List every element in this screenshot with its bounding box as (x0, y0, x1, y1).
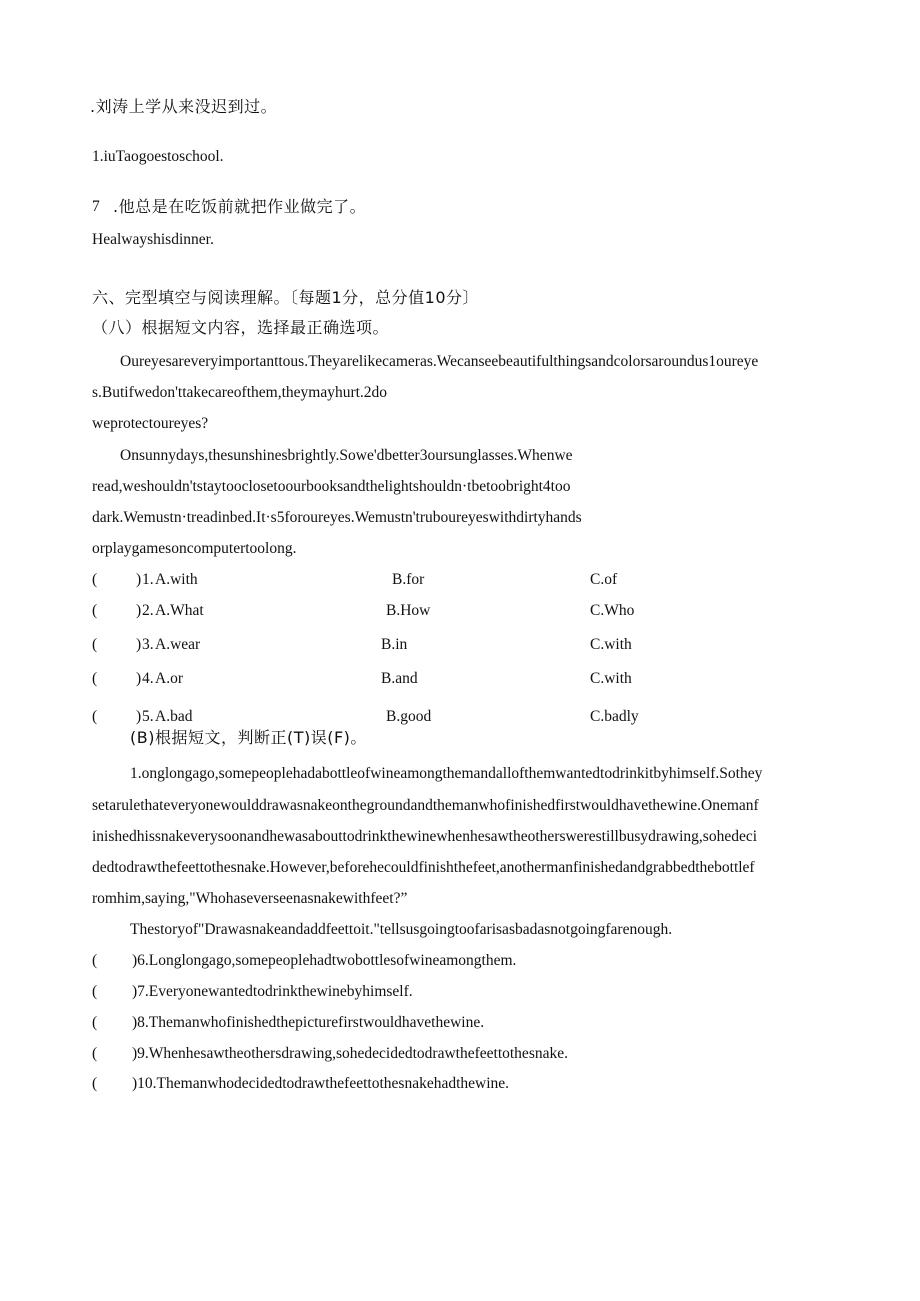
section-six-heading: 六、完型填空与阅读理解。〔每题1分，总分值10分〕 (92, 288, 480, 307)
answer-bracket-open[interactable]: ( (92, 1075, 98, 1092)
question-number: 5. (142, 708, 154, 725)
option-c: C.with (590, 670, 632, 687)
part-b-passage-line: 1.onglongago,somepeoplehadabottleofwineamongthemandallofthemwantedtodrinkitbyhimself.Sothey (130, 765, 763, 782)
option-a: A.wear (155, 636, 201, 653)
option-b: B.How (386, 602, 431, 619)
translation-prompt-7-number: 7 (92, 198, 100, 215)
answer-bracket-open[interactable]: ( (92, 952, 98, 969)
option-b: B.good (386, 708, 432, 725)
part-a-passage-line: weprotectoureyes? (92, 415, 209, 432)
part-b-title: (B)根据短文，判断正(T)误(F)。 (130, 728, 367, 747)
part-a-passage-line: orplaygamesoncomputertoolong. (92, 540, 297, 557)
statement-text: )6.Longlongago,somepeoplehadtwobottlesofwineamongthem. (132, 952, 517, 969)
answer-bracket-open[interactable]: ( (92, 983, 98, 1000)
part-b-passage-line: romhim,saying,"Whohaseverseenasnakewithfeet?” (92, 890, 408, 907)
option-b: B.and (381, 670, 418, 687)
part-a-passage-line: read,weshouldn'tstaytooclosetoourbooksandthelightshouldn·tbetoobright4too (92, 478, 571, 495)
statement-text: )8.Themanwhofinishedthepicturefirstwouldhavethewine. (132, 1014, 485, 1031)
answer-bracket-open[interactable]: ( (92, 571, 98, 588)
answer-bracket-open[interactable]: ( (92, 602, 98, 619)
option-c: C.Who (590, 602, 635, 619)
answer-bracket-open[interactable]: ( (92, 636, 98, 653)
question-number: 4. (142, 670, 154, 687)
part-b-passage-line: inishedhissnakeverysoonandhewasabouttodrinkthewinewhenhesawtheotherswerestillbusydrawing,sohedeci (92, 828, 758, 845)
option-c: C.of (590, 571, 618, 588)
part-b-passage-line: dedtodrawthefeettothesnake.However,beforehecouldfinishthefeet,anothermanfinishedandgrabbedthebottlef (92, 859, 755, 876)
answer-bracket-close: ) (136, 636, 142, 653)
part-a-passage-line: dark.Wemustn·treadinbed.It·s5foroureyes.Wemustn'truboureyeswithdirtyhands (92, 509, 582, 526)
option-a: A.What (155, 602, 204, 619)
option-b: B.in (381, 636, 408, 653)
answer-bracket-close: ) (136, 571, 142, 588)
option-a: A.with (155, 571, 198, 588)
answer-bracket-close: ) (136, 602, 142, 619)
answer-bracket-open[interactable]: ( (92, 670, 98, 687)
statement-text: )10.Themanwhodecidedtodrawthefeettothesnakehadthewine. (132, 1075, 510, 1092)
statement-text: )9.Whenhesawtheothersdrawing,sohedecidedtodrawthefeettothesnake. (132, 1045, 568, 1062)
option-b: B.for (392, 571, 425, 588)
part-a-passage-line: Onsunnydays,thesunshinesbrightly.Sowe'dbetter3oursunglasses.Whenwe (120, 447, 573, 464)
answer-bracket-close: ) (136, 708, 142, 725)
option-c: C.with (590, 636, 632, 653)
part-b-passage-line: setarulethateveryonewoulddrawasnakeonthegroundandthemanwhofinishedfirstwouldhavethewine.Onemanf (92, 797, 759, 814)
question-number: 1. (142, 571, 154, 588)
answer-bracket-open[interactable]: ( (92, 1014, 98, 1031)
translation-answer-6: 1.iuTaogoestoschool. (92, 148, 224, 165)
translation-answer-7: Healwayshisdinner. (92, 231, 214, 248)
part-a-passage-line: s.Butifwedon'ttakecareofthem,theymayhurt.2do (92, 384, 388, 401)
translation-prompt-6: .刘涛上学从来没迟到过。 (90, 97, 278, 116)
question-number: 2. (142, 602, 154, 619)
part-b-passage-line: Thestoryof"Drawasnakeandaddfeettoit."tellsusgoingtoofarisasbadasnotgoingfarenough. (130, 921, 673, 938)
option-c: C.badly (590, 708, 639, 725)
part-a-passage-line: Oureyesareveryimportanttous.Theyarelikecameras.Wecanseebeautifulthingsandcolorsaroundus1oureye (120, 353, 759, 370)
translation-prompt-7: .他总是在吃饭前就把作业做完了。 (113, 197, 367, 216)
answer-bracket-open[interactable]: ( (92, 1045, 98, 1062)
option-a: A.or (155, 670, 183, 687)
option-a: A.bad (155, 708, 193, 725)
part-a-title: （八）根据短文内容，选择最正确选项。 (92, 318, 390, 337)
answer-bracket-close: ) (136, 670, 142, 687)
statement-text: )7.Everyonewantedtodrinkthewinebyhimself. (132, 983, 413, 1000)
answer-bracket-open[interactable]: ( (92, 708, 98, 725)
question-number: 3. (142, 636, 154, 653)
